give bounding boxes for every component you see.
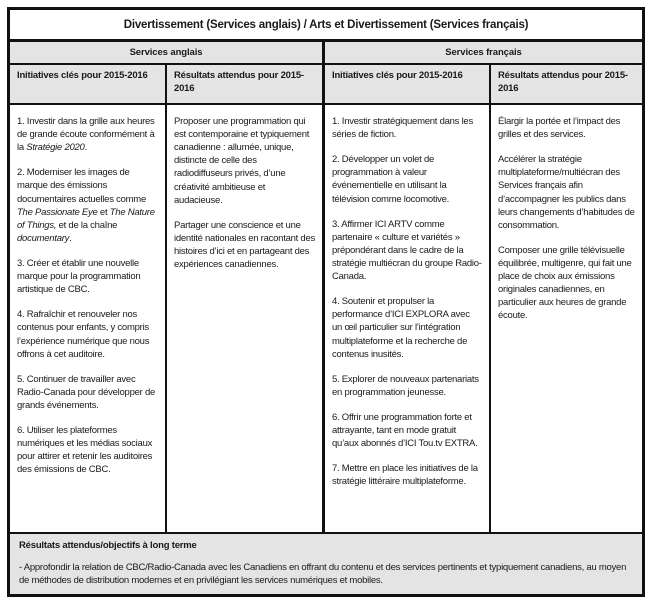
en-initiatives-cell <box>10 105 165 532</box>
long-term-section <box>10 532 642 594</box>
cell-paragraph: 5. Continuer de travailler avec Radio-Canada pour développer de grands événements. <box>17 373 156 411</box>
long-term-heading: Résultats attendus/objectifs à long terme <box>19 540 197 551</box>
cell-paragraph: 2. Moderniser les images de marque des émissions documentaires actuelles comme The Passionate Eye et The Nature of Things, et de la chaîne documentary. <box>17 167 155 244</box>
en-results-header: Résultats attendus pour 2015-2016 <box>165 65 322 103</box>
en-results-cell <box>165 105 322 532</box>
services-anglais-cell: Services anglais <box>129 47 203 58</box>
cell-paragraph: 2. Développer un volet de programmation à valeur événementielle en utilisant la télévision comme locomotive. <box>332 154 450 205</box>
table-title-row <box>10 10 642 42</box>
fr-initiatives-cell <box>322 105 489 532</box>
cell-paragraph: 4. Soutenir et propulser la performance d’ICI EXPLORA avec un œil particulier sur l’intégration multiplateforme et la recherche de contenus inusités. <box>332 296 470 360</box>
cell-paragraph: Proposer une programmation qui est contemporaine et typiquement canadienne : allumée, unique, distincte de celle des radiodiffuseurs privés, d’une créativité ambitieuse et audacieuse. <box>174 116 310 206</box>
table-body-row <box>10 105 642 532</box>
cell-paragraph: Composer une grille télévisuelle équilibrée, multigenre, qui fait une place de choix aux émissions originales canadiennes, en particulier aux heures de grande écoute. <box>498 244 632 322</box>
cell-paragraph: 3. Affirmer ICI ARTV comme partenaire « culture et variétés » prépondérant dans le cadre de la stratégie multiécran du groupe Radio-Canada. <box>332 218 482 283</box>
cell-paragraph: 6. Utiliser les plateformes numériques et les médias sociaux pour attirer et retenir les auditoires des émissions de CBC. <box>17 425 153 476</box>
cell-paragraph: Accélérer la stratégie multiplateforme/multiécran des Services français afin d’accompagner les publics dans leurs changements d’habitudes de consommation. <box>498 154 635 231</box>
services-francais-cell: Services français <box>322 42 642 63</box>
entertainment-services-table <box>7 7 645 597</box>
services-header-row <box>10 42 642 65</box>
column-header-row <box>10 65 642 105</box>
cell-paragraph: Élargir la portée et l’impact des grilles et des services. <box>498 116 621 141</box>
fr-initiatives-header: Initiatives clés pour 2015-2016 <box>322 65 489 103</box>
cell-paragraph: 3. Créer et établir une nouvelle marque pour la programmation artistique de CBC. <box>17 257 141 296</box>
cell-paragraph: 5. Explorer de nouveaux partenariats en programmation jeunesse. <box>332 373 479 398</box>
cell-paragraph: 7. Mettre en place les initiatives de la stratégie littéraire multiplateforme. <box>332 463 478 488</box>
cell-paragraph: 4. Rafraîchir et renouveler nos contenus pour enfants, y compris l’expérience numérique que nous offrons à cet auditoire. <box>17 309 150 360</box>
cell-paragraph: 1. Investir dans la grille aux heures de grande écoute conformément à la Stratégie 2020. <box>17 116 155 154</box>
cell-paragraph: 1. Investir stratégiquement dans les séries de fiction. <box>332 116 473 141</box>
long-term-body: - Approfondir la relation de CBC/Radio-Canada avec les Canadiens en offrant du contenu et des services pertinents et typiquement canadiens, au moyen de méthodes de distribution modernes et en privilégiant les services numériques et mobiles. <box>19 562 627 587</box>
cell-paragraph: Partager une conscience et une identité nationales en racontant des histoires d’ici et en partageant des expériences canadiennes. <box>174 219 315 271</box>
fr-results-cell <box>489 105 642 532</box>
cell-paragraph: 6. Offrir une programmation forte et attrayante, tant en mode gratuit qu’aux abonnés d’ICI Tou.tv EXTRA. <box>332 411 478 450</box>
fr-results-header: Résultats attendus pour 2015-2016 <box>489 65 642 103</box>
en-initiatives-header: Initiatives clés pour 2015-2016 <box>17 70 148 81</box>
table-title: Divertissement (Services anglais) / Arts et Divertissement (Services français) <box>123 18 529 31</box>
